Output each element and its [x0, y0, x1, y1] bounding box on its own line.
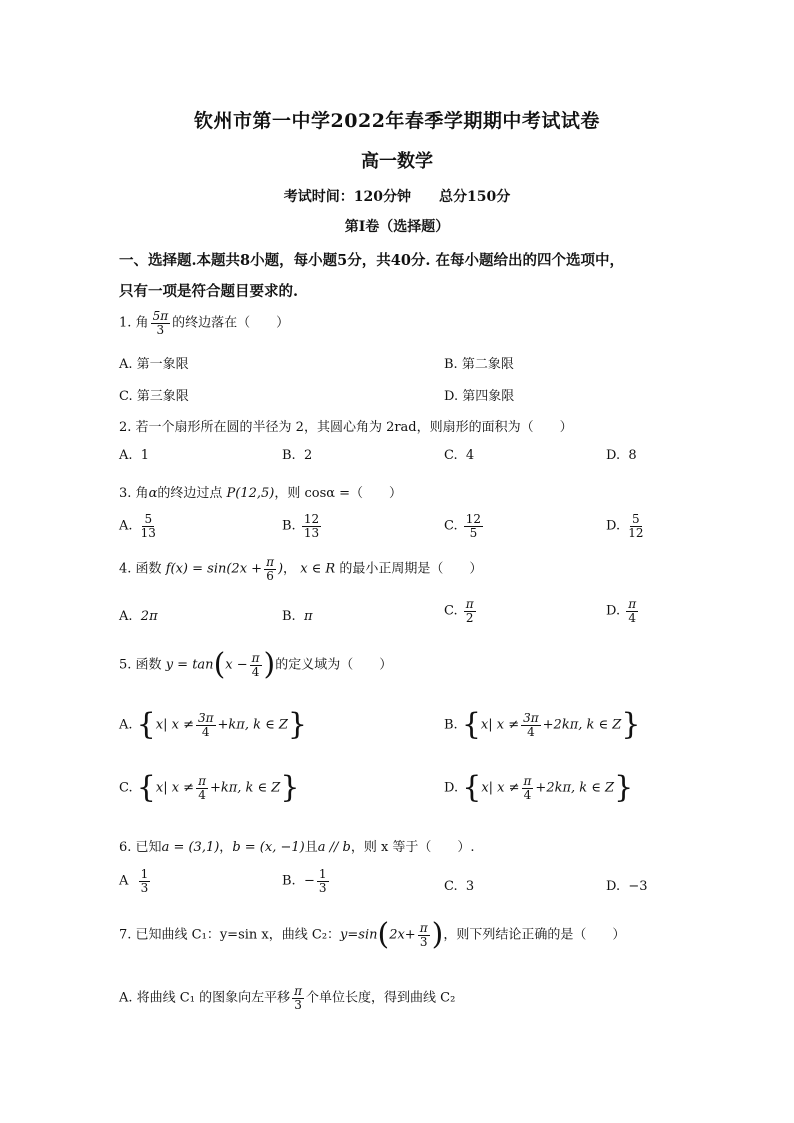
q1-option-a	[119, 353, 189, 372]
q1-b-label: B.	[444, 357, 458, 372]
q6-option-d	[606, 879, 648, 894]
q5-c-set: x| x ≠	[155, 780, 195, 796]
q4-option-c	[444, 598, 478, 624]
q4-option-a	[119, 609, 158, 624]
q7-pre: 已知曲线 C₁：y=sin x，曲线 C₂：	[135, 927, 341, 943]
q5-d-set: x| x ≠	[481, 780, 520, 796]
section-intro-line2: 只有一项是符合题目要求的.	[119, 283, 299, 300]
q5-c-label: C.	[119, 780, 133, 796]
q3-point: P(12,5)	[226, 486, 275, 501]
q1-frac-num: 5π	[152, 309, 169, 323]
q6-post: ，则 x 等于（ ）.	[350, 840, 475, 855]
q5-b-label: B.	[444, 717, 458, 733]
q5-func: y = tan	[165, 657, 214, 673]
q4-func: f(x) = sin(2x +	[165, 561, 263, 577]
q5-a-num: 3π	[197, 710, 214, 725]
q2-b-label: B.	[282, 448, 296, 463]
q7-option-a	[119, 985, 455, 1011]
q5-d-num: π	[523, 773, 532, 788]
q4-mid: ，	[283, 561, 297, 577]
q1-post: 的终边落在（ ）	[172, 315, 290, 331]
q4-b-text: π	[303, 609, 313, 624]
q3-alpha: α	[148, 486, 158, 501]
q1-frac-den: 3	[156, 322, 165, 337]
q1-d-label: D.	[444, 389, 459, 404]
q4-close: )	[277, 561, 284, 577]
q6-b-sign: −	[303, 873, 315, 889]
q3-b-den: 13	[303, 525, 320, 540]
q3-c-num: 12	[465, 512, 482, 526]
q2-b-text: 2	[303, 448, 313, 463]
question-4	[119, 556, 482, 582]
q4-b-label: B.	[282, 609, 296, 624]
q4-d-label: D.	[606, 603, 621, 619]
q7-post: ，则下列结论正确的是（ ）	[443, 927, 626, 943]
q3-d-label: D.	[606, 518, 621, 534]
q6-option-c	[444, 879, 474, 894]
q4-c-den: 2	[465, 610, 474, 625]
q2-option-d	[606, 448, 637, 463]
q6-b-label: B.	[282, 873, 296, 889]
q6-c-label: C.	[444, 879, 458, 894]
q7-frac-den: 3	[419, 934, 428, 949]
volume-title: 第Ⅰ卷（选择题）	[344, 219, 450, 235]
q1-option-b	[444, 353, 514, 372]
q3-a-num: 5	[144, 512, 153, 526]
q1-d-text: 第四象限	[462, 389, 515, 404]
q3-d-den: 12	[628, 525, 644, 540]
q5-option-c: C. {x| x ≠ $\frac{\pi}{4}$ +kπ, k ∈ Z}	[119, 770, 300, 805]
exam-info: 考试时间：120分钟 总分150分	[283, 189, 511, 205]
q4-c-num: π	[465, 597, 474, 611]
q5-frac-den: 4	[251, 664, 260, 679]
q7-func: y=sin	[340, 927, 378, 943]
question-2: 2. 若一个扇形所在圆的半径为 2，其圆心角为 2rad，则扇形的面积为（ ）	[119, 420, 573, 435]
q5-inner: x −	[225, 657, 248, 673]
q4-domain: x ∈ R	[300, 561, 336, 577]
q6-a-label: A	[119, 873, 129, 889]
q6-option-a	[119, 868, 152, 894]
q3-option-b	[282, 513, 323, 539]
q1-a-text: 第一象限	[136, 357, 189, 372]
q4-d-den: 4	[628, 610, 636, 625]
question-3	[119, 482, 402, 501]
q5-d-den: 4	[523, 787, 532, 802]
question-6	[119, 836, 475, 855]
q3-option-c	[444, 513, 485, 539]
question-7: 7. 已知曲线 C₁：y=sin x，曲线 C₂：y=sin(2x+ $\frac{\pi}{3}$ )，则下列结论正确的是（ ）	[119, 917, 626, 952]
q5-a-tail: +kπ, k ∈ Z	[217, 717, 288, 733]
q7-a-pre: 将曲线 C₁ 的图象向左平移	[136, 990, 291, 1006]
q5-a-label: A.	[119, 717, 133, 733]
q4-c-label: C.	[444, 603, 458, 619]
q5-number: 5.	[119, 657, 132, 673]
q3-option-a	[119, 513, 160, 539]
q7-a-den: 3	[294, 997, 302, 1012]
q3-pre: 角	[135, 486, 149, 501]
q7-a-post: 个单位长度，得到曲线 C₂	[306, 990, 456, 1006]
q5-option-b: B. {x| x ≠ $\frac{3\pi}{4}$ +2kπ, k ∈ Z}	[444, 707, 641, 742]
q1-c-text: 第三象限	[136, 389, 189, 404]
q6-vector-b: b = (x, −1)	[232, 840, 305, 855]
q3-b-label: B.	[282, 518, 296, 534]
subject-title: 高一数学	[361, 151, 433, 172]
q4-a-label: A.	[119, 609, 133, 624]
q5-a-den: 4	[201, 724, 210, 739]
q1-option-c	[119, 385, 189, 404]
question-5: 5. 函数 y = tan(x − $\frac{\pi}{4}$ )的定义域为（ ）	[119, 647, 393, 682]
q2-option-c	[444, 448, 474, 463]
section-intro-line1: 一、选择题.本题共8小题，每小题5分，共40分. 在每小题给出的四个选项中，	[119, 252, 624, 269]
q7-inner: 2x+	[389, 927, 416, 943]
q6-parallel: a // b	[317, 840, 351, 855]
q4-frac-den: 6	[266, 568, 274, 583]
q4-option-b	[282, 609, 313, 624]
q3-option-d	[606, 513, 648, 539]
q3-number: 3.	[119, 486, 132, 501]
q7-frac-num: π	[419, 920, 428, 935]
q2-option-b	[282, 448, 312, 463]
q1-option-d	[444, 385, 514, 404]
q4-a-text: 2π	[140, 609, 158, 624]
q1-c-label: C.	[119, 389, 133, 404]
exam-title: 钦州市第一中学2022年春季学期期中考试试卷	[194, 110, 600, 132]
q6-pre: 已知	[135, 840, 162, 855]
q5-d-tail: +2kπ, k ∈ Z	[535, 780, 615, 796]
q4-frac-num: π	[266, 555, 274, 569]
q5-c-num: π	[198, 773, 206, 788]
q6-option-b	[282, 868, 331, 894]
q5-b-tail: +2kπ, k ∈ Z	[542, 717, 622, 733]
q1-pre: 角	[135, 315, 149, 331]
q7-a-num: π	[294, 984, 302, 998]
q5-d-label: D.	[444, 780, 459, 796]
q5-option-a: A. {x| x ≠ $\frac{3\pi}{4}$ +kπ, k ∈ Z}	[119, 707, 307, 742]
q3-b-num: 12	[303, 512, 320, 526]
q6-number: 6.	[119, 840, 132, 855]
q2-d-text: 8	[628, 448, 637, 463]
q6-c-text: 3	[465, 879, 475, 894]
q3-d-num: 5	[632, 512, 640, 526]
q6-d-text: −3	[628, 879, 648, 894]
q1-number: 1.	[119, 315, 132, 331]
q4-option-d	[606, 598, 640, 624]
q7-a-label: A.	[119, 990, 133, 1006]
q6-d-label: D.	[606, 879, 621, 894]
q5-b-set: x| x ≠	[480, 717, 520, 733]
q1-b-text: 第二象限	[461, 357, 514, 372]
q3-mid: 的终边过点	[157, 486, 223, 501]
q2-c-label: C.	[444, 448, 458, 463]
q5-post: 的定义域为（ ）	[275, 657, 393, 673]
q2-option-a	[119, 448, 149, 463]
q5-c-tail: +kπ, k ∈ Z	[209, 780, 281, 796]
q3-a-den: 13	[140, 525, 156, 540]
q1-a-label: A.	[119, 357, 133, 372]
q6-a-num: 1	[140, 867, 149, 881]
q6-vector-a: a = (3,1)	[161, 840, 220, 855]
q4-post: 的最小正周期是（ ）	[339, 561, 483, 577]
q5-option-d: D. {x| x ≠ $\frac{\pi}{4}$ +2kπ, k ∈ Z}	[444, 770, 634, 805]
q6-b-num: 1	[318, 867, 327, 881]
q5-a-set: x| x ≠	[155, 717, 194, 733]
q5-c-den: 4	[198, 787, 206, 802]
q4-pre: 函数	[135, 561, 162, 577]
q2-c-text: 4	[465, 448, 475, 463]
q5-b-den: 4	[527, 724, 535, 739]
q6-a-den: 3	[140, 880, 149, 895]
q5-b-num: 3π	[523, 710, 539, 725]
q5-frac-num: π	[251, 650, 260, 665]
q2-a-label: A.	[119, 448, 133, 463]
q4-d-num: π	[628, 597, 637, 611]
question-1	[119, 310, 289, 336]
q2-a-text: 1	[140, 448, 150, 463]
q5-pre: 函数	[135, 657, 162, 673]
q6-mid: 且	[304, 840, 318, 855]
q4-number: 4.	[119, 561, 132, 577]
q7-number: 7.	[119, 927, 132, 943]
q1-fraction	[151, 310, 171, 336]
q3-a-label: A.	[119, 518, 133, 534]
q6-b-den: 3	[318, 880, 327, 895]
q2-d-label: D.	[606, 448, 621, 463]
q3-c-den: 5	[469, 525, 478, 540]
q3-post: ，则 cosα =（ ）	[274, 486, 403, 501]
q3-c-label: C.	[444, 518, 458, 534]
q6-sep: ，	[219, 840, 233, 855]
